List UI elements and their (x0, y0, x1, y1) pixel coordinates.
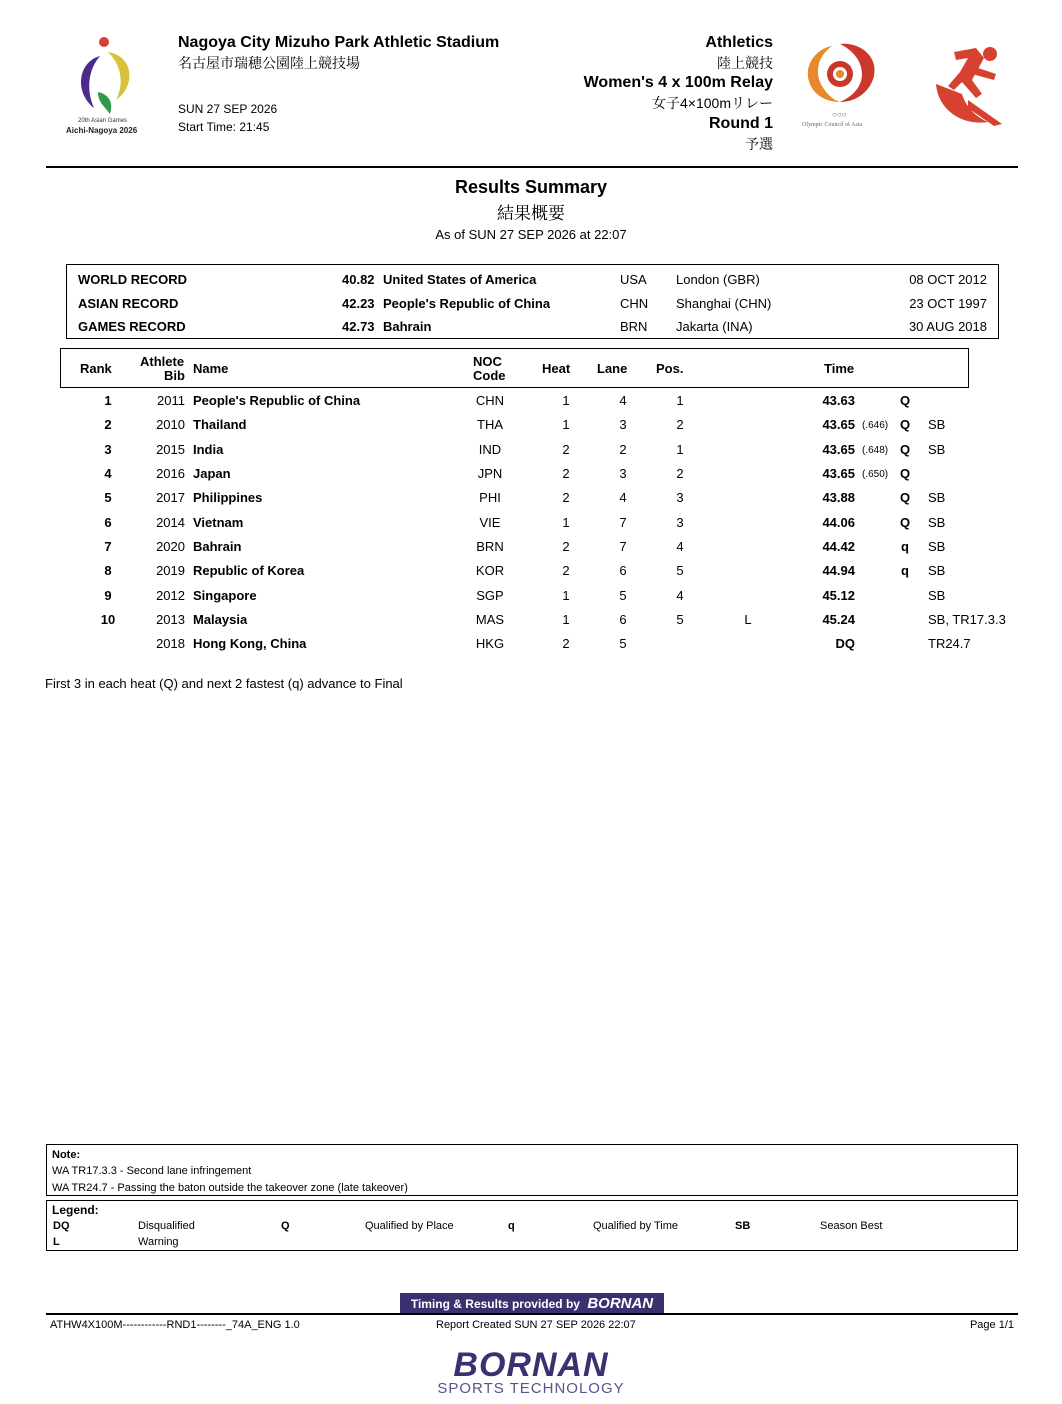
cell-name: India (193, 442, 224, 457)
legend-code: SB (735, 1220, 751, 1232)
cell-lane: 3 (619, 417, 627, 432)
note-title: Note: (52, 1149, 81, 1161)
cell-time: 43.88 (822, 490, 855, 505)
cell-bib: 2010 (156, 417, 185, 432)
col-bib-2: Bib (164, 368, 185, 383)
cell-heat: 2 (562, 636, 570, 651)
cell-heat: 1 (562, 393, 570, 408)
cell-lane: 6 (619, 612, 627, 627)
cell-rank: 2 (104, 417, 112, 432)
cell-rank: 3 (104, 442, 112, 457)
cell-rank: 6 (104, 515, 112, 530)
cell-bib: 2016 (156, 466, 185, 481)
cell-noc: BRN (476, 539, 504, 554)
timing-provider-bar (400, 1293, 664, 1314)
table-row (0, 490, 1062, 508)
cell-qual: Q (899, 466, 911, 481)
cell-time: 43.65 (822, 417, 855, 432)
page-number: Page 1/1 (969, 1319, 1014, 1331)
sport-name-jp: 陸上競技 (717, 55, 773, 71)
event-date: SUN 27 SEP 2026 (178, 102, 278, 116)
cell-pos: 4 (676, 588, 684, 603)
cell-tie: (.650) (862, 469, 889, 480)
table-row (0, 588, 1062, 606)
cell-qual: q (901, 539, 909, 554)
cell-heat: 2 (562, 490, 570, 505)
cell-pos: 2 (676, 417, 684, 432)
venue-name: Nagoya City Mizuho Park Athletic Stadium (178, 34, 500, 51)
cell-remark: SB (928, 515, 946, 530)
record-place: Shanghai (CHN) (676, 296, 772, 311)
bornan-tagline: SPORTS TECHNOLOGY (437, 1380, 625, 1397)
col-pos: Pos. (656, 361, 684, 376)
asian-games-emblem-icon (64, 34, 146, 118)
cell-bib: 2014 (156, 515, 185, 530)
cell-lane: 4 (619, 393, 627, 408)
cell-qual: Q (899, 417, 911, 432)
cell-noc: HKG (475, 636, 505, 651)
timing-provider-text: Timing & Results provided by (410, 1297, 580, 1311)
cell-heat: 1 (562, 588, 570, 603)
record-row (67, 272, 998, 290)
cell-time: 43.63 (822, 393, 855, 408)
cell-time: 45.24 (822, 612, 855, 627)
col-lane: Lane (597, 361, 628, 376)
table-row (0, 612, 1062, 630)
record-label: WORLD RECORD (78, 272, 188, 287)
cell-pos: 1 (676, 393, 684, 408)
cell-qual: Q (899, 515, 911, 530)
record-label: GAMES RECORD (78, 319, 186, 334)
cell-heat: 2 (562, 442, 570, 457)
legend-code: L (53, 1236, 60, 1248)
record-noc: CHN (620, 296, 649, 311)
cell-noc: MAS (475, 612, 505, 627)
record-label: ASIAN RECORD (78, 296, 179, 311)
cell-noc: SGP (476, 588, 504, 603)
cell-rank: 9 (104, 588, 112, 603)
event-name-jp: 女子4×100mリレー (652, 95, 773, 111)
cell-pos: 3 (676, 515, 684, 530)
legend-code: q (508, 1220, 515, 1232)
event-name: Women's 4 x 100m Relay (583, 74, 773, 91)
sport-name: Athletics (705, 34, 773, 51)
cell-time: 43.65 (822, 442, 855, 457)
cell-tie: (.646) (862, 420, 889, 431)
header-divider (46, 166, 1018, 168)
cell-remark: SB, TR17.3.3 (928, 612, 1006, 627)
cell-pos: 3 (676, 490, 684, 505)
cell-lane: 7 (619, 539, 627, 554)
legend-text: Qualified by Place (365, 1220, 454, 1232)
table-row (0, 417, 1062, 435)
cell-pos: 4 (676, 539, 684, 554)
athletics-pictogram (932, 44, 1006, 126)
record-noc: USA (620, 272, 647, 287)
results-table-header (60, 348, 969, 388)
cell-remark: SB (928, 417, 946, 432)
oca-sun-icon (800, 40, 882, 112)
cell-bib: 2011 (157, 393, 185, 408)
table-row (0, 539, 1062, 557)
cell-tie: (.648) (862, 445, 889, 456)
record-place: London (GBR) (676, 272, 760, 287)
oca-logo (800, 40, 882, 132)
record-date: 23 OCT 1997 (909, 296, 987, 311)
cell-qual: Q (899, 442, 911, 457)
cell-heat: 2 (562, 539, 570, 554)
cell-bib: 2017 (156, 490, 185, 505)
cell-lane: 4 (619, 490, 627, 505)
cell-rank: 1 (104, 393, 112, 408)
cell-rank: 4 (104, 466, 112, 481)
col-name: Name (193, 361, 229, 376)
note-box (46, 1144, 1018, 1196)
legend-text: Season Best (820, 1220, 883, 1232)
record-row (67, 319, 998, 337)
legend-title: Legend: (52, 1203, 99, 1217)
col-heat: Heat (542, 361, 571, 376)
cell-noc: VIE (479, 515, 501, 530)
oca-text: Olympic Council of Asia (802, 122, 863, 128)
cell-remark: SB (928, 588, 946, 603)
cell-time: DQ (835, 636, 855, 651)
cell-name: Hong Kong, China (193, 636, 307, 651)
cell-qual: Q (899, 490, 911, 505)
cell-noc: IND (478, 442, 502, 457)
cell-time: 44.94 (822, 563, 855, 578)
record-date: 08 OCT 2012 (909, 272, 987, 287)
legend-text: Warning (138, 1236, 179, 1248)
doc-code: ATHW4X100M------------RND1--------_74A_ENG 1.0 (50, 1319, 300, 1331)
cell-remark: SB (928, 442, 946, 457)
cell-name: Philippines (193, 490, 263, 505)
record-holder: Bahrain (383, 319, 432, 334)
record-time: 40.82 (342, 272, 375, 287)
cell-bib: 2013 (156, 612, 185, 627)
cell-name: Thailand (193, 417, 247, 432)
col-noc-2: Code (473, 368, 506, 383)
cell-rank: 8 (104, 563, 112, 578)
cell-flag: L (744, 612, 752, 627)
cell-name: Malaysia (193, 612, 248, 627)
advance-note: First 3 in each heat (Q) and next 2 fastest (q) advance to Final (45, 676, 403, 691)
venue-name-jp: 名古屋市瑞穂公園陸上競技場 (178, 55, 360, 71)
cell-bib: 2018 (156, 636, 185, 651)
cell-heat: 1 (562, 515, 570, 530)
round-name-jp: 予選 (745, 136, 773, 152)
cell-remark: TR24.7 (928, 636, 971, 651)
col-rank: Rank (80, 361, 112, 376)
asian-games-emblem (64, 34, 146, 136)
records-box (66, 264, 999, 339)
cell-time: 44.42 (822, 539, 855, 554)
report-created: Report Created SUN 27 SEP 2026 22:07 (436, 1319, 636, 1331)
cell-heat: 2 (562, 563, 570, 578)
as-of-timestamp: As of SUN 27 SEP 2026 at 22:07 (435, 227, 627, 242)
cell-bib: 2015 (156, 442, 185, 457)
cell-name: Singapore (193, 588, 257, 603)
page-title-jp: 結果概要 (497, 204, 565, 223)
table-row (0, 466, 1062, 484)
emblem-text-1: 20th Asian Games (78, 118, 128, 124)
legend-code: Q (281, 1220, 290, 1232)
cell-rank: 5 (104, 490, 112, 505)
cell-pos: 1 (676, 442, 684, 457)
cell-time: 43.65 (822, 466, 855, 481)
cell-pos: 5 (676, 612, 684, 627)
cell-heat: 1 (562, 612, 570, 627)
cell-rank: 7 (104, 539, 112, 554)
cell-name: Vietnam (193, 515, 244, 530)
record-time: 42.73 (342, 319, 375, 334)
record-place: Jakarta (INA) (676, 319, 753, 334)
footer-divider (46, 1313, 1018, 1315)
cell-remark: SB (928, 563, 946, 578)
cell-time: 44.06 (822, 515, 855, 530)
record-time: 42.23 (342, 296, 375, 311)
cell-rank: 10 (100, 612, 116, 627)
cell-noc: JPN (477, 466, 503, 481)
table-row (0, 515, 1062, 533)
runner-icon (932, 44, 1006, 126)
record-noc: BRN (620, 319, 648, 334)
cell-lane: 3 (619, 466, 627, 481)
cell-heat: 1 (562, 417, 570, 432)
record-holder: People's Republic of China (383, 296, 551, 311)
legend-text: Qualified by Time (593, 1220, 678, 1232)
cell-remark: SB (928, 490, 946, 505)
cell-noc: KOR (475, 563, 505, 578)
round-name: Round 1 (709, 115, 773, 132)
oca-rings: ○○○ (832, 110, 847, 119)
cell-lane: 5 (619, 588, 627, 603)
record-holder: United States of America (383, 272, 537, 287)
cell-remark: SB (928, 539, 946, 554)
col-bib-1: Athlete (140, 354, 185, 369)
legend-box (46, 1200, 1018, 1251)
table-row (0, 636, 1062, 654)
start-time: Start Time: 21:45 (178, 120, 270, 134)
timing-provider-brand: BORNAN (587, 1295, 654, 1312)
cell-lane: 7 (619, 515, 627, 530)
cell-lane: 5 (619, 636, 627, 651)
note-line: WA TR17.3.3 - Second lane infringement (52, 1165, 252, 1177)
cell-name: People's Republic of China (193, 393, 361, 408)
cell-noc: THA (477, 417, 503, 432)
cell-qual: Q (899, 393, 911, 408)
cell-lane: 6 (619, 563, 627, 578)
cell-pos: 5 (676, 563, 684, 578)
col-time: Time (824, 361, 855, 376)
cell-name: Republic of Korea (193, 563, 305, 578)
cell-time: 45.12 (822, 588, 855, 603)
record-date: 30 AUG 2018 (908, 319, 987, 334)
cell-bib: 2019 (156, 563, 185, 578)
table-row (0, 442, 1062, 460)
bornan-logo: BORNAN (453, 1346, 609, 1384)
record-row (67, 296, 998, 314)
table-row (0, 563, 1062, 581)
emblem-text-2: Aichi-Nagoya 2026 (66, 126, 138, 135)
legend-code: DQ (53, 1220, 70, 1232)
legend-text: Disqualified (138, 1220, 195, 1232)
page-title: Results Summary (454, 177, 608, 197)
note-line: WA TR24.7 - Passing the baton outside the takeover zone (late takeover) (52, 1182, 408, 1194)
cell-lane: 2 (619, 442, 627, 457)
cell-heat: 2 (562, 466, 570, 481)
cell-name: Bahrain (193, 539, 242, 554)
table-row (0, 393, 1062, 411)
cell-name: Japan (193, 466, 231, 481)
cell-qual: q (901, 563, 909, 578)
cell-bib: 2020 (156, 539, 185, 554)
cell-noc: CHN (475, 393, 505, 408)
cell-pos: 2 (676, 466, 684, 481)
cell-bib: 2012 (156, 588, 185, 603)
col-noc-1: NOC (473, 354, 502, 369)
cell-noc: PHI (479, 490, 501, 505)
